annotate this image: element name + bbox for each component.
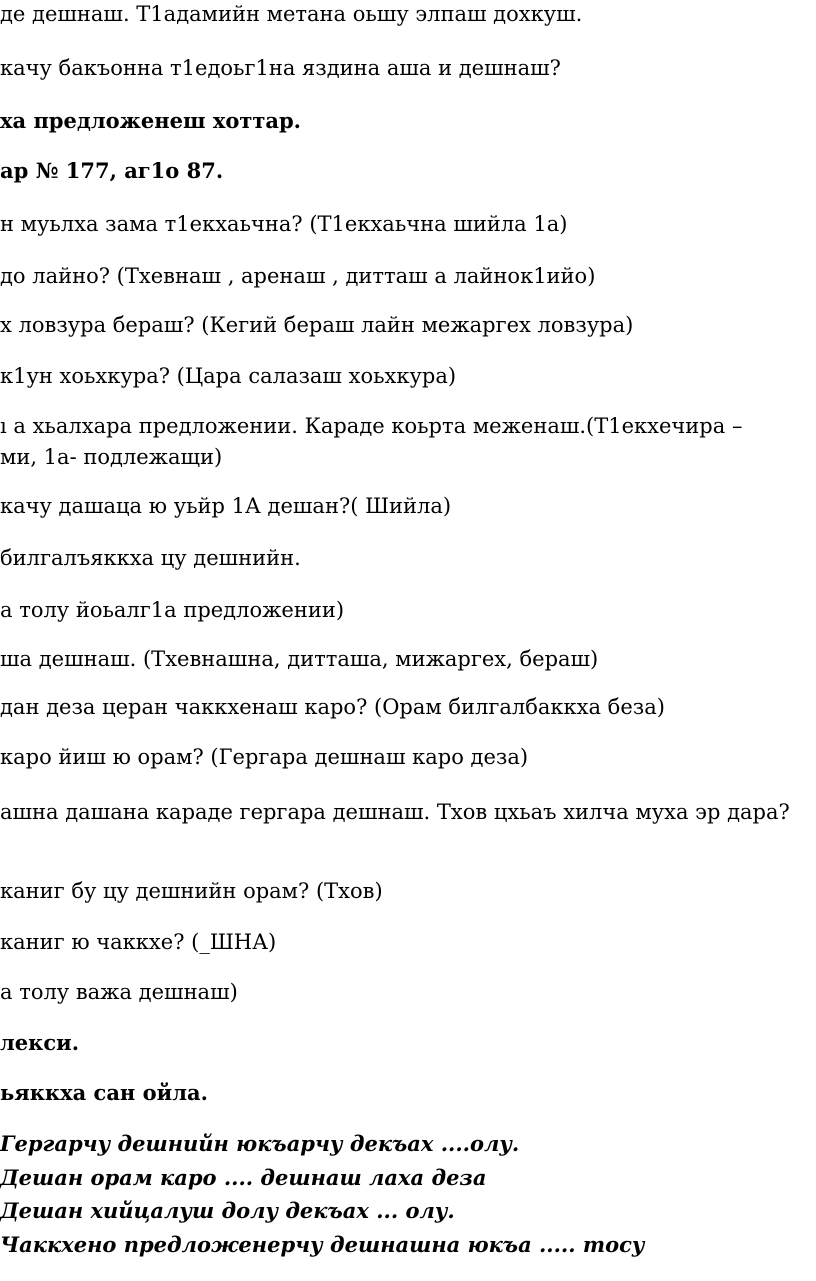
text-line: каро йиш ю орам? (Гергара дешнаш каро деза) <box>0 745 529 769</box>
text-line: н муьлха зама т1екхаьчна? (Т1екхаьчна шийла 1а) <box>0 212 568 236</box>
section-heading: ха предложенеш хоттар. <box>0 108 301 133</box>
section-heading: ьяккха сан ойла. <box>0 1080 208 1105</box>
text-line: билгалъяккха цу дешнийн. <box>0 546 301 570</box>
text-line: каниг бу цу дешнийн орам? (Тхов) <box>0 879 383 903</box>
italic-statement: Гергарчу дешнийн юкъарчу декъах ....олу. <box>0 1131 520 1156</box>
text-line: х ловзура бераш? (Кегий бераш лайн межаргех ловзура) <box>0 313 634 337</box>
text-line: ша дешнаш. (Тхевнашна, дитташа, мижаргех, бераш) <box>0 647 599 671</box>
text-line: качу бакъонна т1едоьг1на яздина аша и дешнаш? <box>0 56 561 80</box>
italic-statement: Дешан хийцалуш долу декъах ... олу. <box>0 1198 455 1223</box>
text-line: де дешнаш. Т1адамийн метана оьшу элпаш дохкуш. <box>0 2 583 26</box>
italic-statement: Дешан орам каро .... дешнаш лаха деза <box>0 1165 487 1190</box>
text-line: ми, 1а- подлежащи) <box>0 445 223 469</box>
text-line: а толу йоьалг1а предложении) <box>0 598 345 622</box>
text-line: к1ун хоьхкура? (Цара салазаш хоьхкура) <box>0 364 457 388</box>
text-line: каниг ю чаккхе? (_ШНА) <box>0 930 277 954</box>
text-line: ашна дашана караде гергара дешнаш. Тхов цхьаъ хилча муха эр дара? <box>0 800 790 824</box>
text-line: до лайно? (Тхевнаш , аренаш , дитташ а лайнок1ийо) <box>0 264 596 288</box>
exercise-heading: ар № 177, аг1о 87. <box>0 158 224 183</box>
section-heading: лекси. <box>0 1030 80 1055</box>
italic-statement: Чаккхено предложенерчу дешнашна юкъа ..... тосу <box>0 1232 645 1257</box>
text-line: а толу важа дешнаш) <box>0 980 238 1004</box>
text-line: дан деза церан чаккхенаш каро? (Орам билгалбаккха беза) <box>0 695 665 719</box>
text-line: качу дашаца ю уьйр 1А дешан?( Шийла) <box>0 494 452 518</box>
text-line: ı а хьалхара предложении. Караде коьрта меженаш.(Т1екхечира – <box>0 414 743 438</box>
